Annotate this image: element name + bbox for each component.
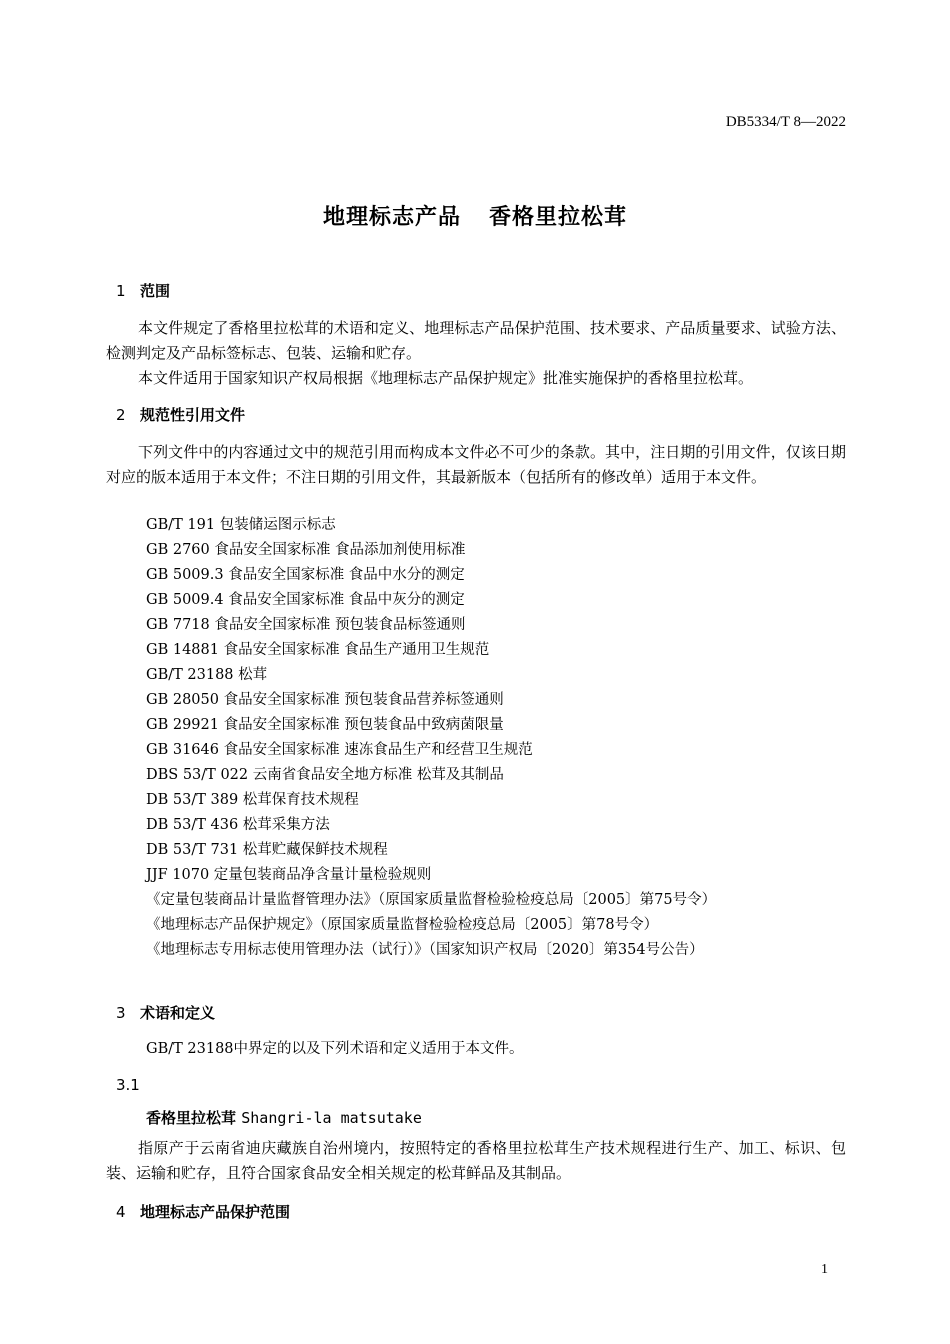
section-1-heading: [116, 280, 170, 301]
reference-item: GB/T 191 包装储运图示标志: [146, 517, 336, 533]
page-number: 1: [821, 1262, 828, 1277]
section-title: 范围: [140, 282, 171, 300]
reference-item: GB 28050 食品安全国家标准 预包装食品营养标签通则: [146, 692, 504, 708]
section-title: 规范性引用文件: [140, 406, 246, 424]
paragraph: 指原产于云南省迪庆藏族自治州境内，按照特定的香格里拉松茸生产技术规程进行生产、加工、标识、包装、运输和贮存，且符合国家食品安全相关规定的松茸鲜品及其制品。: [106, 1139, 846, 1182]
section-number: 3: [116, 1004, 126, 1022]
section-2-body: [106, 440, 846, 490]
section-number: 1: [116, 282, 126, 300]
reference-list: [146, 513, 716, 963]
section-title: 地理标志产品保护范围: [140, 1203, 291, 1221]
paragraph: 下列文件中的内容通过文中的规范引用而构成本文件必不可少的条款。其中，注日期的引用文件，仅该日期对应的版本适用于本文件；不注日期的引用文件，其最新版本（包括所有的修改单）适用于本文件。: [106, 443, 846, 486]
paragraph: 本文件适用于国家知识产权局根据《地理标志产品保护规定》批准实施保护的香格里拉松茸。: [138, 369, 754, 387]
reference-item: GB 31646 食品安全国家标准 速冻食品生产和经营卫生规范: [146, 742, 533, 758]
reference-item: GB 29921 食品安全国家标准 预包装食品中致病菌限量: [146, 717, 504, 733]
reference-item: 《地理标志产品保护规定》（原国家质量监督检验检疫总局〔2005〕第78号令）: [146, 917, 659, 933]
reference-item: 《定量包装商品计量监督管理办法》（原国家质量监督检验检疫总局〔2005〕第75号令）: [146, 892, 717, 908]
section-4-heading: [116, 1201, 290, 1222]
reference-item: JJF 1070 定量包装商品净含量计量检验规则: [146, 867, 432, 883]
section-2-heading: [116, 404, 245, 425]
document-title: [0, 200, 950, 231]
reference-item: DB 53/T 436 松茸采集方法: [146, 817, 330, 833]
term-heading: [146, 1107, 422, 1128]
subsection-3-1-number: [116, 1076, 140, 1094]
reference-item: GB 2760 食品安全国家标准 食品添加剂使用标准: [146, 542, 466, 558]
section-title: 术语和定义: [140, 1004, 216, 1022]
reference-item: GB 14881 食品安全国家标准 食品生产通用卫生规范: [146, 642, 490, 658]
reference-item: DBS 53/T 022 云南省食品安全地方标准 松茸及其制品: [146, 767, 504, 783]
section-number: 2: [116, 406, 126, 424]
term-english: Shangri-la matsutake: [241, 1109, 422, 1127]
standard-number: DB5334/T 8—2022: [725, 114, 846, 130]
section-3-heading: [116, 1002, 215, 1023]
section-3-intro: GB/T 23188中界定的以及下列术语和定义适用于本文件。: [146, 1041, 524, 1057]
reference-item: GB 5009.3 食品安全国家标准 食品中水分的测定: [146, 567, 465, 583]
reference-item: GB 5009.4 食品安全国家标准 食品中灰分的测定: [146, 592, 465, 608]
reference-item: GB 7718 食品安全国家标准 预包装食品标签通则: [146, 617, 466, 633]
term-chinese: 香格里拉松茸: [146, 1109, 237, 1127]
term-definition: [106, 1136, 846, 1186]
reference-item: GB/T 23188 松茸: [146, 667, 268, 683]
subsection-number: 3.1: [116, 1076, 140, 1094]
section-1-body: [106, 316, 846, 391]
paragraph: 本文件规定了香格里拉松茸的术语和定义、地理标志产品保护范围、技术要求、产品质量要求、试验方法、检测判定及产品标签标志、包装、运输和贮存。: [106, 319, 846, 362]
reference-item: DB 53/T 389 松茸保育技术规程: [146, 792, 359, 808]
reference-item: 《地理标志专用标志使用管理办法（试行）》（国家知识产权局〔2020〕第354号公告）: [146, 942, 704, 958]
reference-item: DB 53/T 731 松茸贮藏保鲜技术规程: [146, 842, 388, 858]
title-part-1: 地理标志产品: [322, 205, 461, 230]
title-part-2: 香格里拉松茸: [489, 205, 628, 230]
section-number: 4: [116, 1203, 126, 1221]
